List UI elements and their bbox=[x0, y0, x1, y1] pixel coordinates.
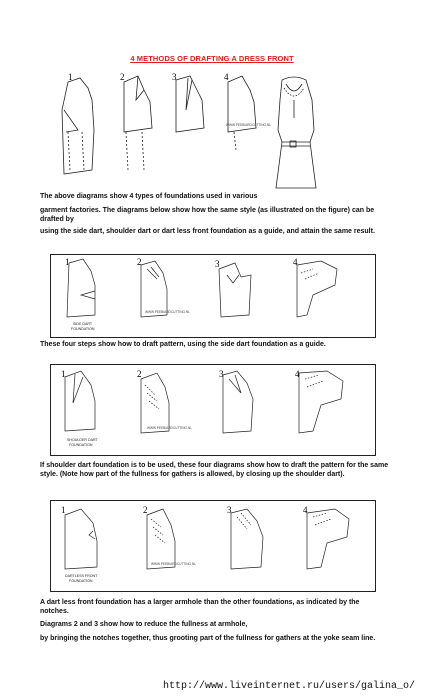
figure-number-3: 3 bbox=[172, 72, 177, 82]
shoulder-dart-number-2: 2 bbox=[137, 369, 142, 379]
shoulder-dart-caption-1: SHOULDER DART bbox=[67, 438, 98, 442]
dartless-watermark: WWW.PEEBIARDCUTTING.NL bbox=[151, 562, 196, 566]
paragraph-8: by bringing the notches together, thus grooting part of the fullness for gathers at the yoke seam line. bbox=[40, 635, 376, 642]
foundations-figure bbox=[58, 70, 338, 190]
dartless-number-2: 2 bbox=[143, 505, 148, 515]
side-dart-watermark: WWW.PEEBIARDCUTTING.NL bbox=[145, 310, 190, 314]
dartless-caption-2: FOUNDATION bbox=[69, 579, 93, 583]
dartless-number-1: 1 bbox=[61, 505, 66, 515]
paragraph-3: using the side dart, shoulder dart or dart less front foundation as a guide, and attain the same result. bbox=[40, 228, 375, 235]
dartless-caption-1: DARTLESS FRONT bbox=[65, 574, 98, 578]
side-dart-figure bbox=[50, 254, 376, 338]
side-dart-caption-2: FOUNDATION bbox=[71, 327, 95, 331]
paragraph-6: A dart less front foundation has a larger armhole than the other foundations, as indicated by the notches. bbox=[40, 599, 360, 615]
shoulder-dart-number-1: 1 bbox=[61, 369, 66, 379]
paragraph-4: These four steps show how to draft pattern, using the side dart foundation as a guide. bbox=[40, 341, 326, 348]
side-dart-number-3: 3 bbox=[215, 259, 220, 269]
side-dart-number-2: 2 bbox=[137, 257, 142, 267]
paragraph-5: If shoulder dart foundation is to be used, these four diagrams show how to draft the pattern for the same style. (Note how part of the fullness for gathers is allowed, by closing up the shoulder dart). bbox=[40, 462, 389, 478]
watermark: WWW.PEEBIARDCUTTING.NL bbox=[226, 123, 271, 127]
figure-number-2: 2 bbox=[120, 72, 125, 82]
dartless-figure bbox=[50, 500, 376, 592]
side-dart-number-1: 1 bbox=[65, 257, 70, 267]
shoulder-dart-caption-2: FOUNDATION bbox=[69, 443, 93, 447]
shoulder-dart-watermark: WWW.PEEBIARDCUTTING.NL bbox=[147, 426, 192, 430]
dartless-number-4: 4 bbox=[303, 505, 308, 515]
shoulder-dart-number-4: 4 bbox=[295, 369, 300, 379]
footer-url: http://www.liveinternet.ru/users/galina_o/ bbox=[163, 681, 416, 692]
paragraph-7: Diagrams 2 and 3 show how to reduce the fullness at armhole, bbox=[40, 621, 248, 628]
side-dart-caption-1: SIDE DART bbox=[73, 322, 93, 326]
shoulder-dart-number-3: 3 bbox=[219, 369, 224, 379]
side-dart-number-4: 4 bbox=[293, 257, 298, 267]
paragraph-1: The above diagrams show 4 types of foundations used in various bbox=[40, 193, 258, 200]
figure-number-4: 4 bbox=[224, 72, 229, 82]
paragraph-2: garment factories. The diagrams below show how the same style (as illustrated on the figure) can be drafted by bbox=[40, 207, 375, 223]
page-title: 4 METHODS OF DRAFTING A DRESS FRONT bbox=[130, 54, 294, 63]
shoulder-dart-figure bbox=[50, 364, 376, 456]
dartless-number-3: 3 bbox=[227, 505, 232, 515]
figure-number-1: 1 bbox=[68, 72, 73, 82]
